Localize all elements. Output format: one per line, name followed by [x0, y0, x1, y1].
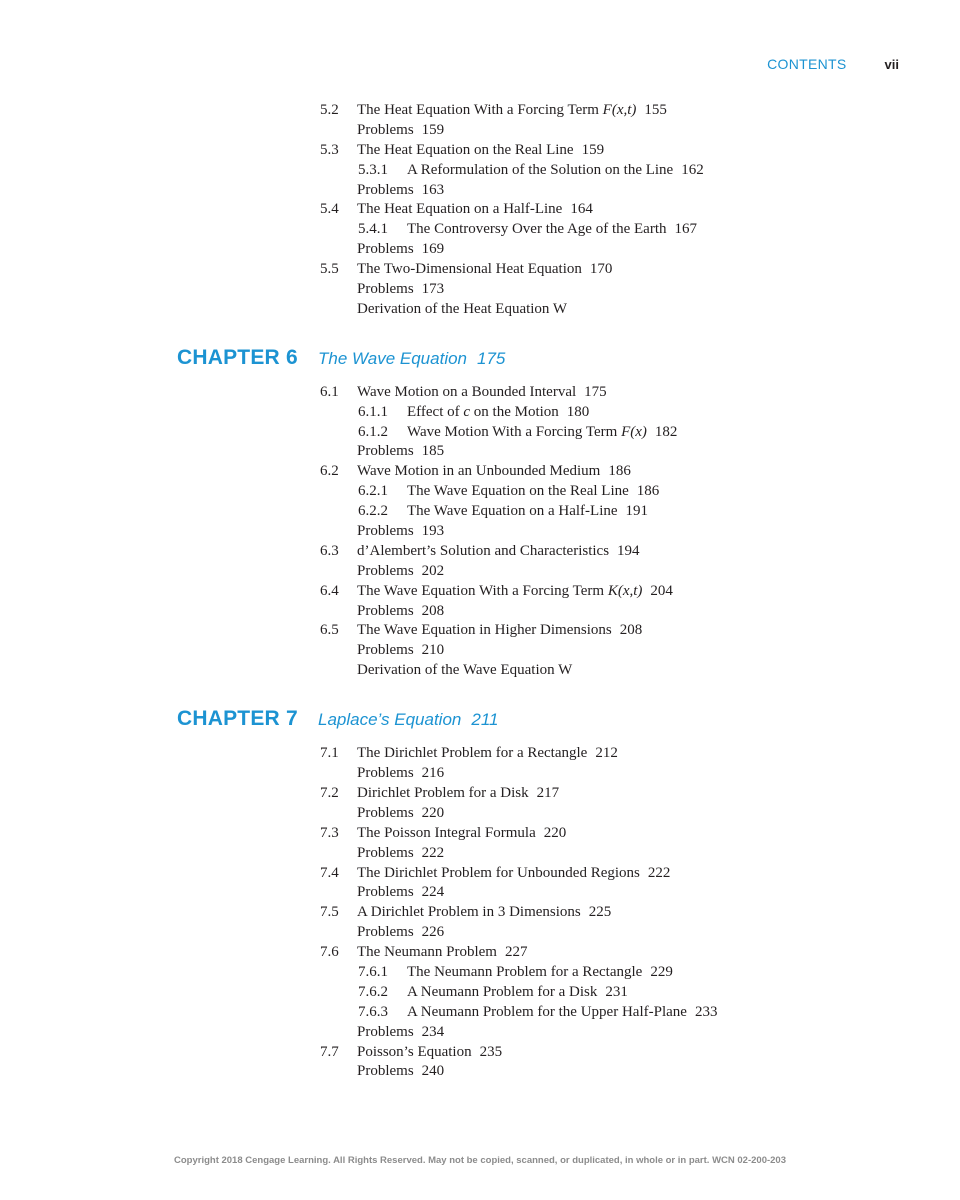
subsection-title — [407, 220, 697, 240]
page-number: 159 — [581, 141, 605, 158]
toc-section-7-4 — [0, 864, 960, 884]
page-number: 186 — [636, 483, 660, 500]
page-number: 240 — [421, 1063, 445, 1080]
toc-problems-7-7 — [0, 1062, 960, 1082]
subsection-title-text: A Neumann Problem for a Disk — [407, 983, 598, 1000]
page-number: 220 — [421, 804, 445, 821]
toc-problems-6-3 — [0, 562, 960, 582]
toc-problems-7-3 — [0, 844, 960, 864]
toc-problems-7-6 — [0, 1023, 960, 1043]
section-number: 7.4 — [320, 864, 339, 881]
page-number: 204 — [650, 582, 673, 599]
section-title-text: Dirichlet Problem for a Disk — [357, 784, 529, 801]
section-number: 6.5 — [320, 622, 339, 639]
toc-section-6-4 — [0, 582, 960, 602]
derivation-entry: Derivation of the Heat Equation W — [357, 300, 568, 317]
toc-section-7-1 — [0, 744, 960, 764]
page-number: 233 — [694, 1003, 718, 1020]
page-number: 182 — [654, 423, 678, 440]
page-number: 224 — [421, 884, 445, 901]
section-title-text: The Two-Dimensional Heat Equation — [357, 261, 582, 278]
section-title-text: d’Alembert’s Solution and Characteristics — [357, 542, 610, 559]
section-title-text: The Heat Equation With a Forcing Term — [357, 102, 603, 118]
problems-label: Problems — [357, 121, 414, 138]
toc-derivation-wave — [0, 661, 960, 681]
subsection-number: 7.6.2 — [358, 983, 388, 1000]
problems-entry — [357, 121, 444, 141]
section-title — [357, 1043, 502, 1063]
toc-problems-5-3 — [0, 181, 960, 201]
subsection-title — [407, 161, 704, 181]
running-head-page-number: vii — [884, 57, 899, 72]
problems-label: Problems — [357, 562, 414, 579]
page-number: 212 — [595, 745, 618, 762]
toc-derivation-heat — [0, 300, 960, 320]
section-title-text: The Wave Equation With a Forcing Term — [357, 582, 608, 599]
subsection-number: 7.6.3 — [358, 1003, 388, 1020]
section-title-text: The Dirichlet Problem for a Rectangle — [357, 745, 588, 762]
page-number: 170 — [589, 261, 613, 278]
problems-entry — [357, 562, 444, 582]
problems-label: Problems — [357, 181, 414, 198]
running-head — [767, 56, 899, 72]
page-number: 155 — [644, 102, 667, 118]
section-number: 6.1 — [320, 383, 339, 400]
subsection-title-text: A Neumann Problem for the Upper Half-Plane — [407, 1003, 687, 1020]
chapter-title-text: Laplace’s Equation — [318, 710, 462, 730]
problems-entry — [357, 240, 444, 260]
subsection-title — [407, 963, 673, 983]
page-number: 191 — [625, 503, 649, 520]
chapter-label: CHAPTER 7 — [177, 707, 298, 731]
subsection-title-text: The Neumann Problem for a Rectangle — [407, 963, 643, 980]
section-number: 7.5 — [320, 904, 339, 921]
page-number: 231 — [605, 983, 628, 1000]
page-number: 235 — [479, 1043, 503, 1060]
section-title — [357, 582, 673, 602]
subsection-number: 5.3.1 — [358, 161, 388, 178]
section-title — [357, 462, 631, 482]
subsection-title-text: Effect of — [407, 403, 464, 420]
section-title-text: The Neumann Problem — [357, 944, 497, 961]
toc-subsection-6-2-2 — [0, 502, 960, 522]
page-number: 208 — [421, 602, 445, 619]
page-number: 216 — [421, 765, 445, 782]
subsection-title — [407, 983, 628, 1003]
section-number: 5.4 — [320, 201, 339, 218]
page-number: 185 — [421, 443, 445, 460]
running-head-label: CONTENTS — [767, 56, 847, 72]
chapter-heading-7 — [0, 701, 960, 738]
section-title — [357, 744, 618, 764]
toc-subsection-6-2-1 — [0, 482, 960, 502]
section-number: 6.4 — [320, 582, 339, 599]
page-number: 162 — [681, 161, 704, 178]
toc-subsection-7-6-2 — [0, 983, 960, 1003]
toc-section-6-5 — [0, 621, 960, 641]
subsection-number: 6.2.1 — [358, 483, 388, 500]
section-title-text: The Dirichlet Problem for Unbounded Regions — [357, 864, 640, 881]
toc-section-7-2 — [0, 784, 960, 804]
problems-label: Problems — [357, 804, 414, 821]
section-title — [357, 383, 607, 403]
toc-subsection-7-6-1 — [0, 963, 960, 983]
toc-section-5-4 — [0, 200, 960, 220]
section-title-text: Poisson’s Equation — [357, 1043, 472, 1060]
section-title — [357, 101, 667, 121]
problems-label: Problems — [357, 844, 414, 861]
section-title-text: The Heat Equation on a Half-Line — [357, 201, 563, 218]
toc-section-7-6 — [0, 943, 960, 963]
problems-label: Problems — [357, 765, 414, 782]
toc-problems-6-4 — [0, 602, 960, 622]
page-number: 194 — [617, 542, 640, 559]
problems-label: Problems — [357, 241, 414, 258]
section-title-text: A Dirichlet Problem in 3 Dimensions — [357, 904, 581, 921]
problems-label: Problems — [357, 642, 414, 659]
problems-entry — [357, 181, 444, 201]
subsection-title-text: Wave Motion With a Forcing Term — [407, 423, 622, 440]
page-number: 234 — [421, 1023, 445, 1040]
table-of-contents — [0, 101, 960, 1082]
subsection-title-text: The Controversy Over the Age of the Earth — [407, 221, 667, 238]
chapter-title-text: The Wave Equation — [318, 348, 467, 368]
toc-section-7-7 — [0, 1043, 960, 1063]
subsection-title-text-end: on the Motion — [470, 403, 559, 420]
toc-section-6-1 — [0, 383, 960, 403]
toc-problems-5-5 — [0, 280, 960, 300]
copyright-footer: Copyright 2018 Cengage Learning. All Rights Reserved. May not be copied, scanned, or duplicated, in whole or in part. WCN 02-200-203 — [174, 1155, 786, 1166]
page-number: 163 — [421, 181, 445, 198]
toc-section-7-5 — [0, 903, 960, 923]
section-number: 7.2 — [320, 784, 339, 801]
problems-entry — [357, 522, 444, 542]
section-number: 7.6 — [320, 944, 339, 961]
toc-subsection-5-3-1 — [0, 161, 960, 181]
toc-problems-6-1 — [0, 442, 960, 462]
page-number: 180 — [566, 403, 590, 420]
page-number: 210 — [421, 642, 445, 659]
subsection-title — [407, 423, 677, 443]
section-title — [357, 621, 642, 641]
section-number: 7.1 — [320, 745, 339, 762]
subsection-number: 6.2.2 — [358, 503, 388, 520]
page-number: 222 — [647, 864, 671, 881]
problems-entry — [357, 1023, 444, 1043]
problems-entry — [357, 883, 444, 903]
toc-problems-7-2 — [0, 804, 960, 824]
section-title — [357, 784, 559, 804]
page-number: 193 — [421, 523, 445, 540]
toc-subsection-6-1-1 — [0, 403, 960, 423]
problems-label: Problems — [357, 443, 414, 460]
page-number: 169 — [421, 241, 445, 258]
page-number: 173 — [421, 281, 445, 298]
section-title-text: The Wave Equation in Higher Dimensions — [357, 622, 612, 639]
section-title — [357, 903, 611, 923]
problems-label: Problems — [357, 884, 414, 901]
problems-entry — [357, 804, 444, 824]
toc-subsection-6-1-2 — [0, 423, 960, 443]
problems-label: Problems — [357, 1023, 414, 1040]
section-title — [357, 943, 527, 963]
section-title-text: Wave Motion in an Unbounded Medium — [357, 463, 601, 480]
problems-entry — [357, 641, 444, 661]
toc-problems-7-4 — [0, 883, 960, 903]
toc-subsection-7-6-3 — [0, 1003, 960, 1023]
problems-entry — [357, 442, 444, 462]
chapter-page-number: 211 — [471, 710, 499, 730]
toc-section-5-5 — [0, 260, 960, 280]
toc-section-7-3 — [0, 824, 960, 844]
problems-label: Problems — [357, 924, 414, 941]
page-number: 186 — [608, 463, 631, 480]
subsection-title-text: The Wave Equation on the Real Line — [407, 483, 629, 500]
subsection-title-text: The Wave Equation on a Half-Line — [407, 503, 618, 520]
subsection-number: 7.6.1 — [358, 963, 388, 980]
subsection-title — [407, 1003, 717, 1023]
subsection-title — [407, 482, 659, 502]
section-title-text: The Heat Equation on the Real Line — [357, 141, 574, 158]
problems-label: Problems — [357, 602, 414, 619]
problems-entry — [357, 602, 444, 622]
page-number: 220 — [543, 824, 567, 841]
section-title — [357, 864, 670, 884]
chapter-heading-6 — [0, 340, 960, 377]
section-title-text: Wave Motion on a Bounded Interval — [357, 383, 577, 400]
page-number: 202 — [421, 562, 445, 579]
section-title-text: The Poisson Integral Formula — [357, 824, 536, 841]
section-number: 5.2 — [320, 102, 339, 118]
page-number: 227 — [504, 944, 528, 961]
toc-problems-6-2 — [0, 522, 960, 542]
page-number: 226 — [421, 924, 445, 941]
section-title — [357, 200, 593, 220]
problems-entry — [357, 764, 444, 784]
chapter-title — [318, 710, 498, 730]
toc-problems-5-4 — [0, 240, 960, 260]
section-number: 6.2 — [320, 463, 339, 480]
section-title — [357, 260, 612, 280]
section-number: 5.5 — [320, 261, 339, 278]
toc-section-6-3 — [0, 542, 960, 562]
subsection-title-text: A Reformulation of the Solution on the Line — [407, 161, 674, 178]
page-number: 217 — [536, 784, 560, 801]
section-title-math: K(x,t) — [607, 582, 643, 599]
page-number: 164 — [570, 201, 593, 218]
section-title — [357, 542, 640, 562]
section-title-math: F(x,t) — [602, 102, 637, 118]
chapter-label: CHAPTER 6 — [177, 345, 298, 369]
toc-subsection-5-4-1 — [0, 220, 960, 240]
page-number: 229 — [650, 963, 673, 980]
toc-problems-6-5 — [0, 641, 960, 661]
problems-entry — [357, 923, 444, 943]
toc-section-5-3 — [0, 141, 960, 161]
problems-label: Problems — [357, 523, 414, 540]
toc-problems-7-5 — [0, 923, 960, 943]
section-number: 7.7 — [320, 1043, 339, 1060]
page-number: 208 — [619, 622, 643, 639]
problems-entry — [357, 280, 444, 300]
section-title — [357, 141, 604, 161]
subsection-title-math: c — [463, 403, 471, 420]
section-number: 6.3 — [320, 542, 339, 559]
subsection-title-math: F(x) — [621, 423, 647, 440]
section-title — [357, 824, 566, 844]
section-number: 7.3 — [320, 824, 339, 841]
problems-label: Problems — [357, 281, 414, 298]
chapter-title — [318, 349, 505, 369]
page-number: 167 — [674, 221, 698, 238]
page-number: 222 — [421, 844, 445, 861]
derivation-entry: Derivation of the Wave Equation W — [357, 662, 573, 679]
page-number: 175 — [584, 383, 607, 400]
toc-section-5-2 — [0, 101, 960, 121]
toc-problems-5-2 — [0, 121, 960, 141]
chapter-page-number: 175 — [477, 348, 506, 368]
subsection-title — [407, 502, 648, 522]
toc-problems-7-1 — [0, 764, 960, 784]
problems-entry — [357, 844, 444, 864]
page-number: 159 — [421, 121, 445, 138]
toc-section-6-2 — [0, 462, 960, 482]
subsection-number: 5.4.1 — [358, 221, 388, 238]
subsection-number: 6.1.2 — [358, 423, 388, 440]
problems-entry — [357, 1062, 444, 1082]
section-number: 5.3 — [320, 141, 339, 158]
problems-label: Problems — [357, 1063, 414, 1080]
subsection-title — [407, 403, 589, 423]
subsection-number: 6.1.1 — [358, 403, 388, 420]
page-number: 225 — [588, 904, 612, 921]
